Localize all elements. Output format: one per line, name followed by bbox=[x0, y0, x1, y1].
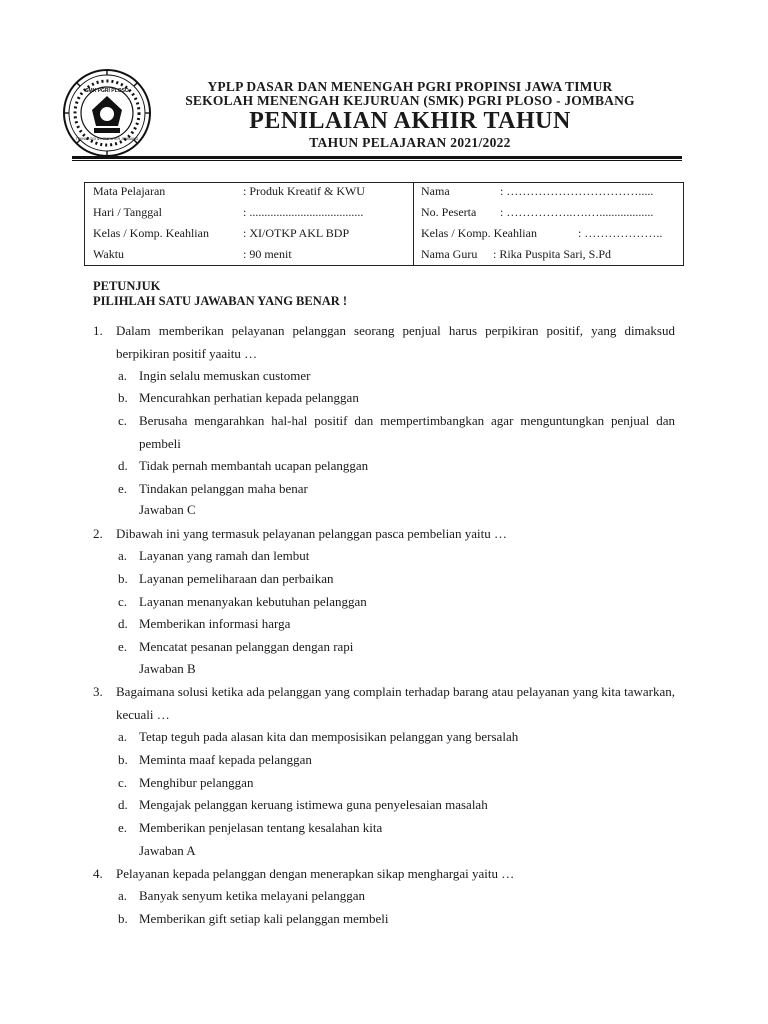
option-2e bbox=[118, 635, 675, 658]
option-letter: e. bbox=[118, 820, 128, 835]
option-3b bbox=[118, 748, 675, 771]
school-name: SEKOLAH MENENGAH KEJURUAN (SMK) PGRI PLOSO - JOMBANG bbox=[185, 93, 635, 108]
question-number: 2. bbox=[93, 526, 103, 541]
org-name: YPLP DASAR DAN MENENGAH PGRI PROPINSI JAWA TIMUR bbox=[207, 79, 613, 94]
option-text: Banyak senyum ketika melayani pelanggan bbox=[139, 888, 365, 903]
logo-motto: TEKNOLOGI & KOMPUTER JOMBANG bbox=[75, 137, 139, 141]
option-text: Menghibur pelanggan bbox=[139, 775, 254, 790]
option-text: Tidak pernah membantah ucapan pelanggan bbox=[139, 458, 369, 473]
info-value-subject: : Produk Kreatif & KWU bbox=[243, 184, 365, 198]
option-1e bbox=[118, 477, 675, 500]
option-letter: c. bbox=[118, 594, 128, 609]
option-text: Memberikan penjelasan tentang kesalahan kita bbox=[139, 820, 383, 835]
option-letter: e. bbox=[118, 639, 128, 654]
option-letter: e. bbox=[118, 481, 128, 496]
option-letter: a. bbox=[118, 548, 128, 563]
option-3e bbox=[118, 816, 675, 839]
info-value-class: : XI/OTKP AKL BDP bbox=[243, 226, 350, 240]
answer-2: Jawaban B bbox=[139, 661, 196, 676]
option-letter: d. bbox=[118, 458, 128, 473]
answer-1: Jawaban C bbox=[139, 502, 196, 517]
option-4a bbox=[118, 884, 675, 907]
option-letter: b. bbox=[118, 390, 128, 405]
option-2c bbox=[118, 590, 675, 613]
option-letter: c. bbox=[118, 413, 128, 428]
option-text: Memberikan informasi harga bbox=[139, 616, 291, 631]
info-label-class: Kelas / Komp. Keahlian bbox=[93, 226, 209, 240]
instructions-text: PILIHLAH SATU JAWABAN YANG BENAR ! bbox=[93, 294, 348, 308]
option-text: Tetap teguh pada alasan kita dan memposisikan pelanggan yang bersalah bbox=[139, 729, 519, 744]
info-label-class-right: Kelas / Komp. Keahlian bbox=[421, 226, 537, 240]
answer-3: Jawaban A bbox=[139, 843, 196, 858]
question-3 bbox=[93, 680, 675, 726]
option-letter: a. bbox=[118, 368, 128, 383]
option-text: Berusaha mengarahkan hal-hal positif dan mempertimbangkan agar menguntungkan penjual dan pembeli bbox=[139, 413, 675, 451]
question-text: Bagaimana solusi ketika ada pelanggan yang complain terhadap barang atau pelayanan yang kita tawarkan, kecuali … bbox=[116, 684, 675, 722]
info-label-name: Nama bbox=[421, 184, 450, 198]
option-2d bbox=[118, 612, 675, 635]
info-label-date: Hari / Tanggal bbox=[93, 205, 162, 219]
option-1a bbox=[118, 364, 675, 387]
question-text: Dibawah ini yang termasuk pelayanan pelanggan pasca pembelian yaitu … bbox=[116, 526, 507, 541]
info-label-teacher: Nama Guru bbox=[421, 247, 478, 261]
info-value-date: : ...................................... bbox=[243, 205, 364, 219]
option-2a bbox=[118, 544, 675, 567]
header-rule bbox=[72, 156, 682, 159]
option-text: Ingin selalu memuskan customer bbox=[139, 368, 311, 383]
info-value-class-right: : ……………….. bbox=[578, 226, 663, 240]
option-letter: c. bbox=[118, 775, 128, 790]
school-logo bbox=[62, 68, 152, 158]
academic-year: TAHUN PELAJARAN 2021/2022 bbox=[309, 135, 511, 150]
option-text: Mengajak pelanggan keruang istimewa guna penyelesaian masalah bbox=[139, 797, 488, 812]
option-letter: b. bbox=[118, 752, 128, 767]
info-value-teacher: : Rika Puspita Sari, S.Pd bbox=[493, 247, 612, 261]
option-letter: a. bbox=[118, 729, 128, 744]
option-text: Meminta maaf kepada pelanggan bbox=[139, 752, 312, 767]
instructions-title: PETUNJUK bbox=[93, 279, 161, 293]
question-number: 1. bbox=[93, 323, 103, 338]
info-label-time: Waktu bbox=[93, 247, 125, 261]
option-3a bbox=[118, 725, 675, 748]
option-text: Mencurahkan perhatian kepada pelanggan bbox=[139, 390, 359, 405]
option-1b bbox=[118, 386, 675, 409]
option-1c bbox=[118, 409, 675, 455]
info-value-participant: : ……………..….….................. bbox=[500, 205, 654, 219]
option-text: Tindakan pelanggan maha benar bbox=[139, 481, 308, 496]
info-divider bbox=[413, 183, 414, 265]
question-text: Dalam memberikan pelayanan pelanggan seorang penjual harus perpikiran positif, yang dimaksud berpikiran positif yaaitu … bbox=[116, 323, 675, 361]
option-letter: b. bbox=[118, 571, 128, 586]
logo-text: SMK PGRI PLOSO bbox=[85, 88, 129, 94]
option-1d bbox=[118, 454, 675, 477]
option-letter: b. bbox=[118, 911, 128, 926]
info-label-participant: No. Peserta bbox=[421, 205, 477, 219]
info-value-name: : ……………………………..... bbox=[500, 184, 654, 198]
option-text: Layanan pemeliharaan dan perbaikan bbox=[139, 571, 334, 586]
exam-title: PENILAIAN AKHIR TAHUN bbox=[249, 108, 571, 134]
question-1 bbox=[93, 319, 675, 365]
option-letter: d. bbox=[118, 616, 128, 631]
option-4b bbox=[118, 907, 675, 930]
question-text: Pelayanan kepada pelanggan dengan menerapkan sikap menghargai yaitu … bbox=[116, 866, 515, 881]
option-text: Layanan yang ramah dan lembut bbox=[139, 548, 310, 563]
option-text: Memberikan gift setiap kali pelanggan membeli bbox=[139, 911, 389, 926]
question-2 bbox=[93, 522, 675, 545]
question-number: 3. bbox=[93, 684, 103, 699]
info-value-time: : 90 menit bbox=[243, 247, 292, 261]
question-4 bbox=[93, 862, 675, 885]
info-label-subject: Mata Pelajaran bbox=[93, 184, 166, 198]
option-3c bbox=[118, 771, 675, 794]
exam-info-table bbox=[84, 182, 684, 266]
option-3d bbox=[118, 793, 675, 816]
header-rule-thin bbox=[72, 160, 682, 161]
option-letter: d. bbox=[118, 797, 128, 812]
option-2b bbox=[118, 567, 675, 590]
option-letter: a. bbox=[118, 888, 128, 903]
option-text: Mencatat pesanan pelanggan dengan rapi bbox=[139, 639, 354, 654]
option-text: Layanan menanyakan kebutuhan pelanggan bbox=[139, 594, 367, 609]
question-number: 4. bbox=[93, 866, 103, 881]
